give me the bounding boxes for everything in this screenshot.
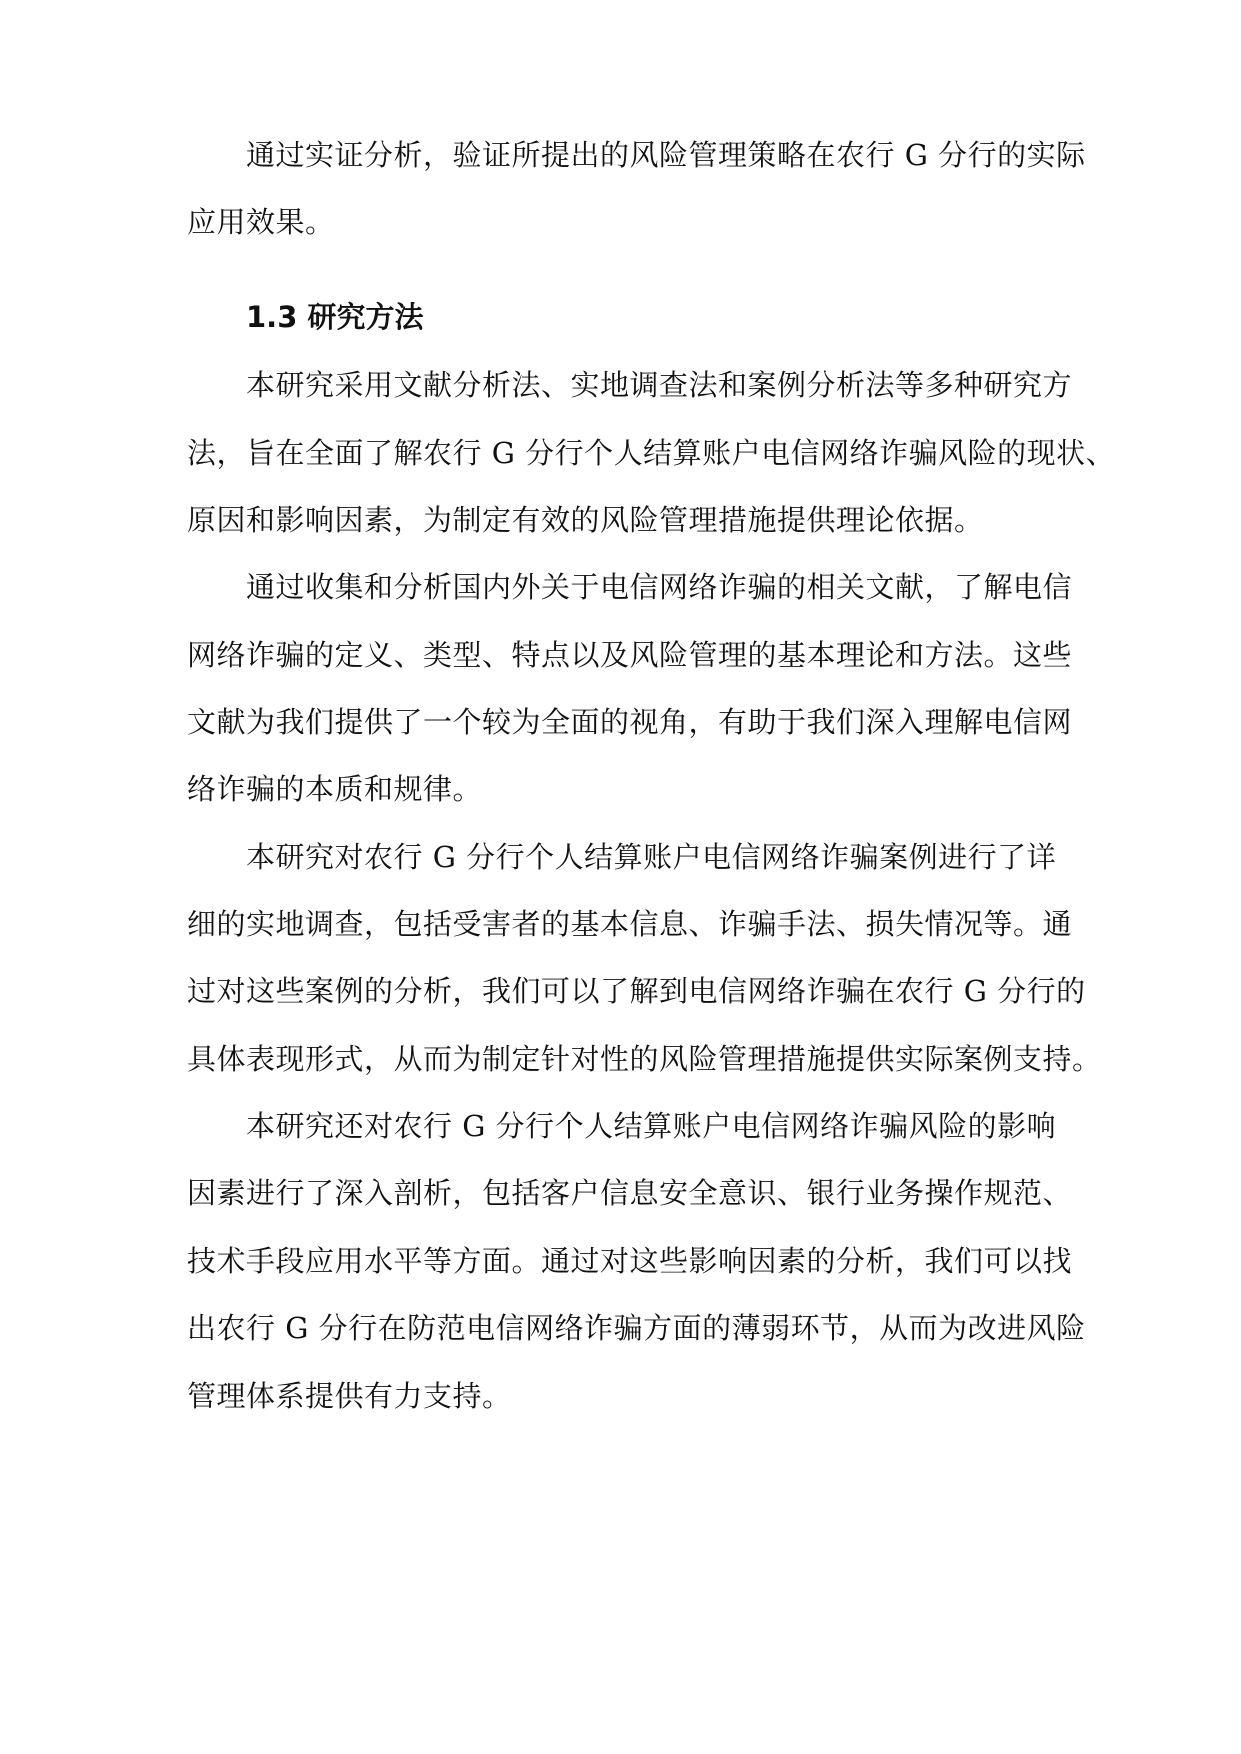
paragraph-4-line-1: 本研究对农行 G 分行个人结算账户电信网络诈骗案例进行了详 bbox=[246, 840, 1057, 874]
paragraph-3-line-2: 网络诈骗的定义、类型、特点以及风险管理的基本理论和方法。这些 bbox=[187, 638, 1073, 672]
paragraph-4-line-4: 具体表现形式，从而为制定针对性的风险管理措施提供实际案例支持。 bbox=[187, 1042, 1102, 1076]
paragraph-4-line-3: 过对这些案例的分析，我们可以了解到电信网络诈骗在农行 G 分行的 bbox=[187, 974, 1086, 1008]
paragraph-5-line-1: 本研究还对农行 G 分行个人结算账户电信网络诈骗风险的影响 bbox=[246, 1109, 1057, 1143]
paragraph-5-line-2: 因素进行了深入剖析，包括客户信息安全意识、银行业务操作规范、 bbox=[187, 1176, 1073, 1210]
paragraph-5-line-4: 出农行 G 分行在防范电信网络诈骗方面的薄弱环节，从而为改进风险 bbox=[187, 1311, 1086, 1345]
paragraph-3-line-3: 文献为我们提供了一个较为全面的视角，有助于我们深入理解电信网 bbox=[187, 705, 1073, 739]
paragraph-5-line-3: 技术手段应用水平等方面。通过对这些影响因素的分析，我们可以找 bbox=[187, 1244, 1073, 1278]
paragraph-3-line-1: 通过收集和分析国内外关于电信网络诈骗的相关文献，了解电信 bbox=[246, 570, 1073, 604]
paragraph-1-line-1: 通过实证分析，验证所提出的风险管理策略在农行 G 分行的实际 bbox=[246, 138, 1086, 172]
paragraph-4-line-2: 细的实地调查，包括受害者的基本信息、诈骗手法、损失情况等。通 bbox=[187, 907, 1073, 941]
paragraph-5-line-5: 管理体系提供有力支持。 bbox=[187, 1379, 512, 1413]
paragraph-3-line-4: 络诈骗的本质和规律。 bbox=[187, 772, 483, 806]
paragraph-2-line-1: 本研究采用文献分析法、实地调查法和案例分析法等多种研究方 bbox=[246, 368, 1073, 402]
paragraph-2-line-3: 原因和影响因素，为制定有效的风险管理措施提供理论依据。 bbox=[187, 503, 984, 537]
section-heading: 1.3 研究方法 bbox=[246, 300, 424, 334]
paragraph-1-line-2: 应用效果。 bbox=[187, 205, 335, 239]
paragraph-2-line-2: 法，旨在全面了解农行 G 分行个人结算账户电信网络诈骗风险的现状、 bbox=[187, 436, 1116, 470]
